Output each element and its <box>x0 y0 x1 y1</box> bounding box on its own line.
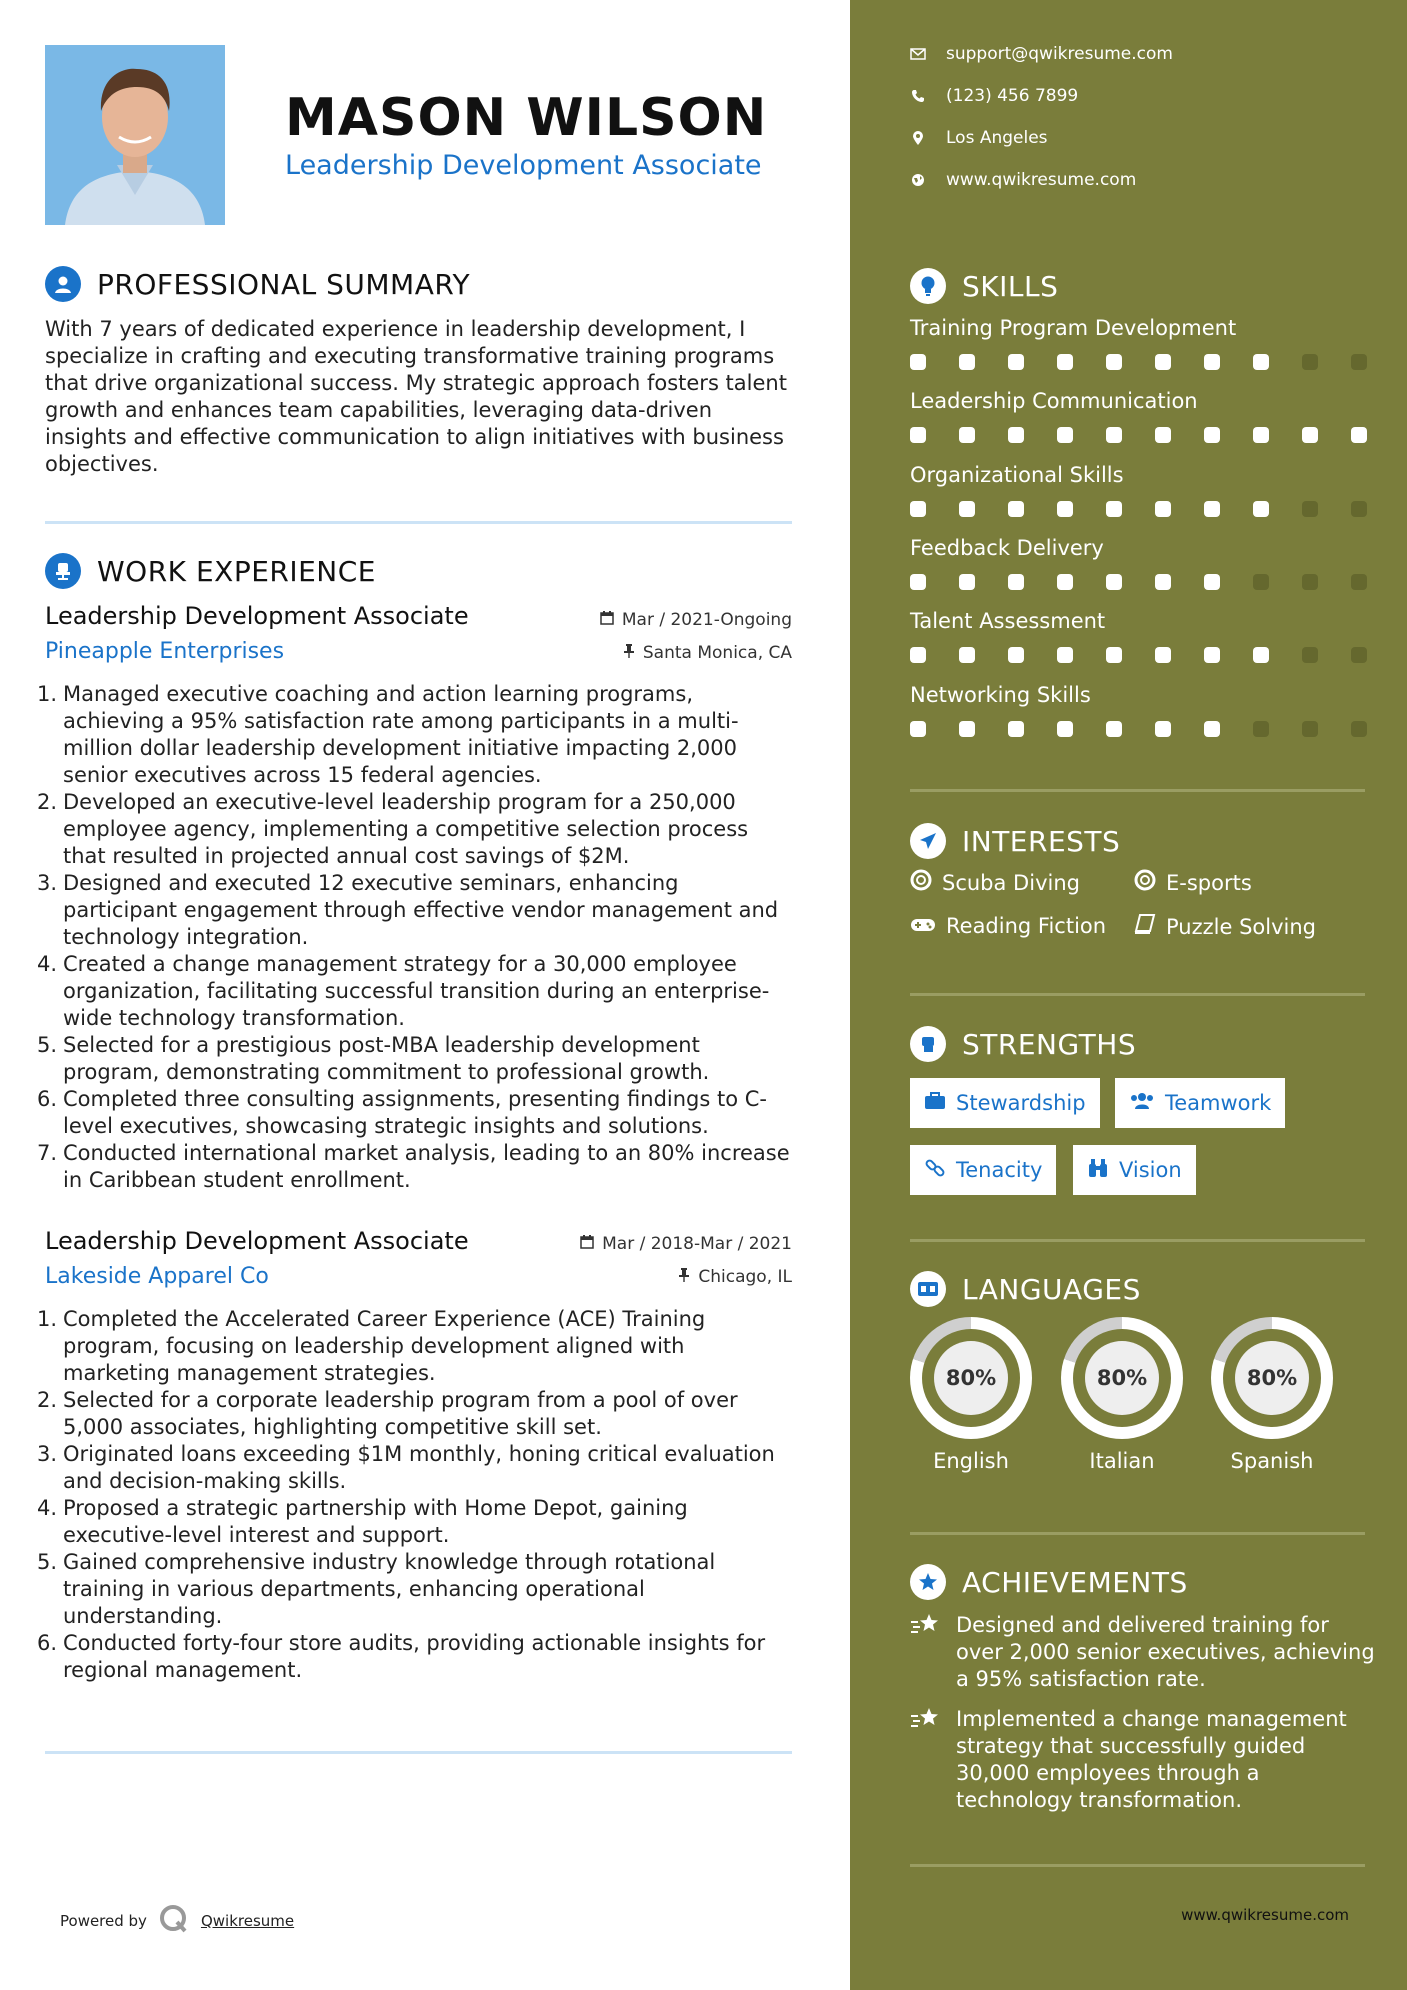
star-badge-icon <box>910 1564 946 1600</box>
skill-dot-filled <box>1204 721 1220 737</box>
skill-dot-filled <box>1155 721 1171 737</box>
pin-icon <box>678 1267 690 1287</box>
contact-location <box>910 128 1048 148</box>
list-item: 2. Developed an executive-level leadership program for a 250,000 employee agency, implementing a competitive selection process that resulted in projected annual cost savings of $2M. <box>37 790 749 868</box>
map-marker-icon <box>910 130 926 146</box>
job-title: Leadership Development Associate <box>45 602 469 630</box>
achievement-text: Implemented a change management strategy that successfully guided 30,000 employees through a technology transformation. <box>956 1707 1347 1812</box>
achievements-heading <box>910 1564 1188 1600</box>
contact-phone[interactable] <box>910 86 1078 106</box>
skill-dot-filled <box>959 427 975 443</box>
envelope-icon <box>910 46 926 62</box>
language-percent: 80% <box>1085 1341 1159 1415</box>
skill-dot-filled <box>959 501 975 517</box>
sidebar <box>850 0 1407 1990</box>
skill-dot-filled <box>1253 354 1269 370</box>
list-item: 5. Selected for a prestigious post-MBA leadership development program, demonstrating commitment to professional growth. <box>37 1033 710 1084</box>
language-name: Italian <box>1089 1449 1155 1473</box>
skill-dot-filled <box>910 721 926 737</box>
skill-dot-filled <box>1351 427 1367 443</box>
job-location <box>678 1267 792 1287</box>
divider <box>910 1864 1365 1867</box>
language-icon <box>910 1271 946 1307</box>
divider <box>910 1532 1365 1535</box>
achievement-text: Designed and delivered training for over 2,000 senior executives, achieving a 95% satisfaction rate. <box>956 1613 1375 1691</box>
languages-heading <box>910 1271 1141 1307</box>
skill-dot-filled <box>959 647 975 663</box>
interest-item: Scuba Diving <box>910 869 1080 896</box>
interest-item: Reading Fiction <box>910 914 1106 938</box>
skill-dot-filled <box>959 354 975 370</box>
globe-icon <box>910 172 926 188</box>
summary-heading <box>45 266 470 302</box>
strength-tag: Vision <box>1073 1145 1196 1195</box>
contact-email[interactable] <box>910 44 1173 64</box>
skills-heading-label: SKILLS <box>962 269 1059 303</box>
skill-dot-filled <box>1106 354 1122 370</box>
skill-dot-filled <box>1204 647 1220 663</box>
language-item <box>1211 1317 1333 1473</box>
skill-dot-empty <box>1351 647 1367 663</box>
strengths-heading-label: STRENGTHS <box>962 1027 1137 1061</box>
job-date-text: Mar / 2021-Ongoing <box>621 610 792 630</box>
language-item <box>1061 1317 1183 1473</box>
job-date-text: Mar / 2018-Mar / 2021 <box>602 1234 792 1254</box>
skill-dot-filled <box>959 721 975 737</box>
divider <box>910 993 1365 996</box>
job-title: Leadership Development Associate <box>45 1227 469 1255</box>
skill-name: Leadership Communication <box>910 389 1198 413</box>
skill-dot-empty <box>1351 574 1367 590</box>
skill-dot-empty <box>1351 721 1367 737</box>
skill-dot-filled <box>1057 427 1073 443</box>
list-item: 1. Completed the Accelerated Career Experience (ACE) Training program, focusing on leadership development aligned with marketing management strategies. <box>37 1307 706 1385</box>
divider <box>45 1751 792 1754</box>
book-icon <box>1134 914 1156 939</box>
skill-dot-filled <box>1057 354 1073 370</box>
skill-dot-filled <box>910 647 926 663</box>
language-ring <box>1211 1317 1333 1439</box>
job-date <box>600 610 792 630</box>
skill-dot-empty <box>1253 721 1269 737</box>
skill-rating <box>910 427 1367 443</box>
strengths-heading <box>910 1026 1136 1062</box>
skill-dot-empty <box>1351 354 1367 370</box>
user-icon <box>45 266 81 302</box>
skill-dot-filled <box>1057 647 1073 663</box>
strength-tag: Stewardship <box>910 1078 1100 1128</box>
calendar-icon <box>580 1234 594 1254</box>
skill-rating <box>910 647 1367 663</box>
language-ring <box>1061 1317 1183 1439</box>
contact-website[interactable] <box>910 170 1136 190</box>
skill-dot-filled <box>910 427 926 443</box>
interests-heading <box>910 823 1120 859</box>
skill-dot-filled <box>1008 354 1024 370</box>
link-icon <box>924 1157 946 1184</box>
list-item: 5. Gained comprehensive industry knowledge through rotational training in various departments, enhancing operational understanding. <box>37 1550 716 1628</box>
skill-dot-filled <box>910 501 926 517</box>
skill-name: Organizational Skills <box>910 463 1124 487</box>
list-item: 1. Managed executive coaching and action learning programs, achieving a 95% satisfaction rate among participants in a multi-million dollar leadership development initiative impacting 2,000 senior executives across 15 federal agencies. <box>37 682 739 787</box>
skill-dot-filled <box>1106 647 1122 663</box>
job-location-text: Chicago, IL <box>698 1267 792 1287</box>
language-name: English <box>933 1449 1009 1473</box>
skill-dot-filled <box>1155 574 1171 590</box>
work-heading <box>45 553 376 589</box>
lightbulb-icon <box>910 268 946 304</box>
binoculars-icon <box>1087 1158 1109 1183</box>
candidate-name: MASON WILSON <box>285 88 768 148</box>
strength-tag: Teamwork <box>1115 1078 1285 1128</box>
job-bullets <box>37 1306 795 1684</box>
powered-by-label: Powered by <box>60 1912 147 1930</box>
achievement-item <box>910 1706 1376 1814</box>
languages-heading-label: LANGUAGES <box>962 1272 1141 1306</box>
list-item: 2. Selected for a corporate leadership program from a pool of over 5,000 associates, highlighting competitive skill set. <box>37 1388 738 1439</box>
list-item: 6. Conducted forty-four store audits, providing actionable insights for regional management. <box>37 1631 766 1682</box>
skill-name: Training Program Development <box>910 316 1237 340</box>
skill-dot-filled <box>1106 427 1122 443</box>
skill-dot-filled <box>1204 354 1220 370</box>
skill-rating <box>910 501 1367 517</box>
interest-item: Puzzle Solving <box>1134 914 1316 939</box>
skills-heading <box>910 268 1058 304</box>
job-bullets <box>37 681 795 1194</box>
skill-rating <box>910 354 1367 370</box>
interests-heading-label: INTERESTS <box>962 824 1121 858</box>
skill-dot-empty <box>1302 574 1318 590</box>
contact-website-text: www.qwikresume.com <box>946 170 1137 190</box>
skill-dot-empty <box>1351 501 1367 517</box>
footer-url[interactable]: www.qwikresume.com <box>1181 1906 1349 1924</box>
powered-by <box>60 1904 294 1938</box>
divider <box>45 521 792 524</box>
list-item: 6. Completed three consulting assignments, presenting findings to C-level executives, showcasing strategic insights and solutions. <box>37 1087 767 1138</box>
skill-rating <box>910 574 1367 590</box>
job-date <box>580 1234 792 1254</box>
list-item: 4. Created a change management strategy for a 30,000 employee organization, facilitating successful transition during an enterprise-wide technology transformation. <box>37 952 770 1030</box>
skill-dot-filled <box>959 574 975 590</box>
skill-dot-filled <box>1106 721 1122 737</box>
briefcase-chair-icon <box>45 553 81 589</box>
achievement-item <box>910 1612 1376 1693</box>
skill-dot-filled <box>1302 427 1318 443</box>
skill-dot-filled <box>1253 647 1269 663</box>
skill-dot-filled <box>1204 427 1220 443</box>
skill-name: Feedback Delivery <box>910 536 1104 560</box>
skill-dot-filled <box>1155 354 1171 370</box>
skill-dot-filled <box>1106 574 1122 590</box>
briefcase-icon <box>924 1091 946 1115</box>
summary-heading-label: PROFESSIONAL SUMMARY <box>97 267 471 301</box>
skill-dot-filled <box>1253 427 1269 443</box>
job-location <box>623 643 792 663</box>
job-company: Lakeside Apparel Co <box>45 1264 269 1289</box>
candidate-title: Leadership Development Associate <box>285 150 762 181</box>
shooting-star-icon <box>910 1612 942 1693</box>
skill-dot-filled <box>1008 427 1024 443</box>
job-company: Pineapple Enterprises <box>45 639 285 664</box>
skill-dot-filled <box>1008 501 1024 517</box>
language-ring <box>910 1317 1032 1439</box>
skill-dot-filled <box>1057 501 1073 517</box>
qwikresume-link[interactable]: Qwikresume <box>200 1912 295 1930</box>
skill-rating <box>910 721 1367 737</box>
skill-dot-empty <box>1302 721 1318 737</box>
list-item: 3. Designed and executed 12 executive seminars, enhancing participant engagement through effective vendor management and technology integration. <box>37 871 779 949</box>
skill-dot-filled <box>910 354 926 370</box>
divider <box>910 1239 1365 1242</box>
work-heading-label: WORK EXPERIENCE <box>97 554 376 588</box>
list-item: 4. Proposed a strategic partnership with Home Depot, gaining executive-level interest and support. <box>37 1496 688 1547</box>
skill-dot-empty <box>1302 501 1318 517</box>
achievements-heading-label: ACHIEVEMENTS <box>962 1565 1188 1599</box>
skill-dot-filled <box>1155 647 1171 663</box>
skill-name: Networking Skills <box>910 683 1091 707</box>
skill-dot-filled <box>1253 501 1269 517</box>
language-percent: 80% <box>934 1341 1008 1415</box>
skill-dot-filled <box>1204 574 1220 590</box>
shooting-star-icon <box>910 1706 942 1814</box>
pin-icon <box>623 643 635 663</box>
job-location-text: Santa Monica, CA <box>642 643 792 663</box>
skill-dot-filled <box>1204 501 1220 517</box>
skill-dot-empty <box>1253 574 1269 590</box>
fist-icon <box>910 1026 946 1062</box>
life-ring-icon <box>910 869 932 896</box>
skill-dot-filled <box>1008 721 1024 737</box>
skill-dot-filled <box>1057 574 1073 590</box>
contact-location-text: Los Angeles <box>946 128 1048 148</box>
qwikresume-logo-icon <box>159 1904 189 1938</box>
paper-plane-icon <box>910 823 946 859</box>
skill-dot-filled <box>910 574 926 590</box>
skill-dot-filled <box>1008 574 1024 590</box>
users-icon <box>1129 1091 1155 1115</box>
strength-tag: Tenacity <box>910 1145 1056 1195</box>
skill-dot-filled <box>1008 647 1024 663</box>
calendar-icon <box>600 610 614 630</box>
gamepad-icon <box>910 914 936 938</box>
skill-dot-filled <box>1106 501 1122 517</box>
skill-dot-filled <box>1155 501 1171 517</box>
summary-text: With 7 years of dedicated experience in leadership development, I specialize in crafting and executing transformative training programs that drive organizational success. My strategic approach fosters talent growth and enhances team capabilities, leveraging data-driven insights and effective communication to align initiatives with business objectives. <box>45 317 787 476</box>
contact-email-text: support@qwikresume.com <box>946 44 1173 64</box>
contact-phone-text: (123) 456 7899 <box>946 86 1079 106</box>
list-item: 7. Conducted international market analysis, leading to an 80% increase in Caribbean student enrollment. <box>37 1141 790 1192</box>
language-name: Spanish <box>1230 1449 1314 1473</box>
divider <box>910 789 1365 792</box>
skill-dot-filled <box>1057 721 1073 737</box>
phone-icon <box>910 88 926 104</box>
profile-photo <box>45 45 225 225</box>
list-item: 3. Originated loans exceeding $1M monthly, honing critical evaluation and decision-making skills. <box>37 1442 775 1493</box>
language-percent: 80% <box>1235 1341 1309 1415</box>
skill-dot-empty <box>1302 647 1318 663</box>
skill-name: Talent Assessment <box>910 609 1106 633</box>
skill-dot-filled <box>1155 427 1171 443</box>
life-ring-icon <box>1134 869 1156 896</box>
interest-item: E-sports <box>1134 869 1252 896</box>
skill-dot-empty <box>1302 354 1318 370</box>
language-item <box>910 1317 1032 1473</box>
